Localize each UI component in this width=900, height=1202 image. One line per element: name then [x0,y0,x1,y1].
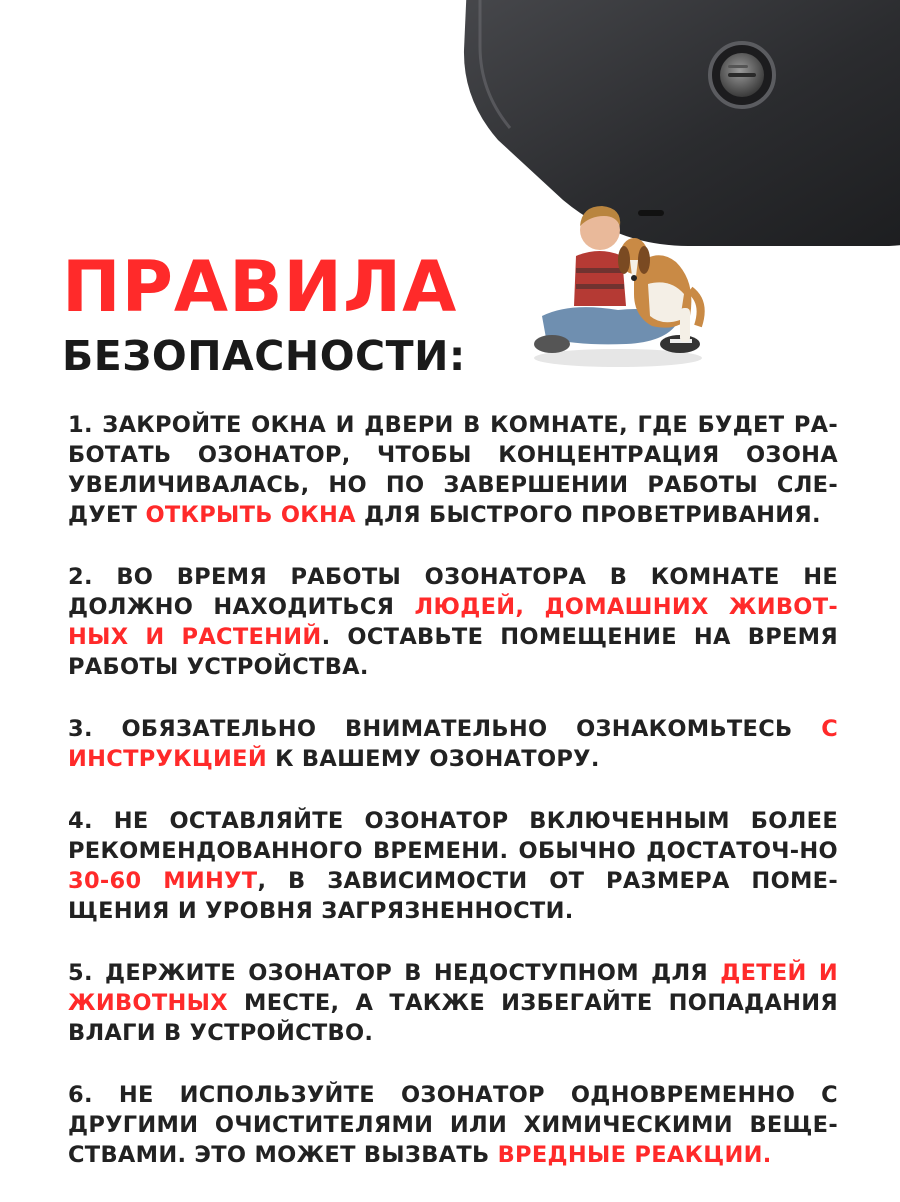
rule-highlight: С ИНСТРУКЦИЕЙ [68,716,838,772]
title-line-1: ПРАВИЛА [62,246,458,328]
rule-item [68,714,838,774]
rule-text: . ОСТАВЬТЕ ПОМЕЩЕНИЕ НА ВРЕМЯ РАБОТЫ УСТРОЙСТВА. [68,624,838,680]
rule-text: 3. ОБЯЗАТЕЛЬНО ВНИМАТЕЛЬНО ОЗНАКОМЬТЕСЬ [68,716,822,742]
rule-item [68,958,838,1048]
page-title [62,246,466,380]
rule-highlight: ОТКРЫТЬ ОКНА [145,502,356,528]
rule-text: 2. ВО ВРЕМЯ РАБОТЫ ОЗОНАТОРА В КОМНАТЕ НЕ ДОЛЖНО НАХОДИТЬСЯ [68,564,838,620]
child-with-dog-image [530,198,710,370]
rule-item [68,410,838,530]
rule-item [68,562,838,682]
rule-text: 5. ДЕРЖИТЕ ОЗОНАТОР В НЕДОСТУПНОМ ДЛЯ [68,960,721,986]
title-line-2: БЕЗОПАСНОСТИ: [62,332,466,380]
safety-rules-list [68,410,838,1202]
rule-highlight: ДЕТЕЙ И ЖИВОТНЫХ [68,960,838,1016]
rule-highlight: ВРЕДНЫЕ РЕАКЦИИ. [497,1142,772,1168]
rule-text: , В ЗАВИСИМОСТИ ОТ РАЗМЕРА ПОМЕ-ЩЕНИЯ И УРОВНЯ ЗАГРЯЗНЕННОСТИ. [68,868,838,924]
rule-text: 4. НЕ ОСТАВЛЯЙТЕ ОЗОНАТОР ВКЛЮЧЕННЫМ БОЛЕЕ РЕКОМЕНДОВАННОГО ВРЕМЕНИ. ОБЫЧНО ДОСТАТОЧ-НО [68,808,838,864]
rule-text: МЕСТЕ, А ТАКЖЕ ИЗБЕГАЙТЕ ПОПАДАНИЯ ВЛАГИ В УСТРОЙСТВО. [68,990,838,1046]
rule-text: 1. ЗАКРОЙТЕ ОКНА И ДВЕРИ В КОМНАТЕ, ГДЕ БУДЕТ РА-БОТАТЬ ОЗОНАТОР, ЧТОБЫ КОНЦЕНТРАЦИЯ ОЗОНА УВЕЛИЧИВАЛАСЬ, НО ПО ЗАВЕРШЕНИИ РАБОТЫ СЛЕ-ДУЕТ [68,412,838,528]
rule-text: К ВАШЕМУ ОЗОНАТОРУ. [266,746,600,772]
rule-text: ДЛЯ БЫСТРОГО ПРОВЕТРИВАНИЯ. [355,502,821,528]
rule-highlight: ЛЮДЕЙ, ДОМАШНИХ ЖИВОТ-НЫХ И РАСТЕНИЙ [68,594,838,650]
rule-item [68,1080,838,1170]
rule-highlight: 30-60 МИНУТ [68,868,258,894]
rule-item [68,806,838,926]
rule-text: 6. НЕ ИСПОЛЬЗУЙТЕ ОЗОНАТОР ОДНОВРЕМЕННО С ДРУГИМИ ОЧИСТИТЕЛЯМИ ИЛИ ХИМИЧЕСКИМИ ВЕЩЕ-СТВАМИ. ЭТО МОЖЕТ ВЫЗВАТЬ [68,1082,838,1168]
